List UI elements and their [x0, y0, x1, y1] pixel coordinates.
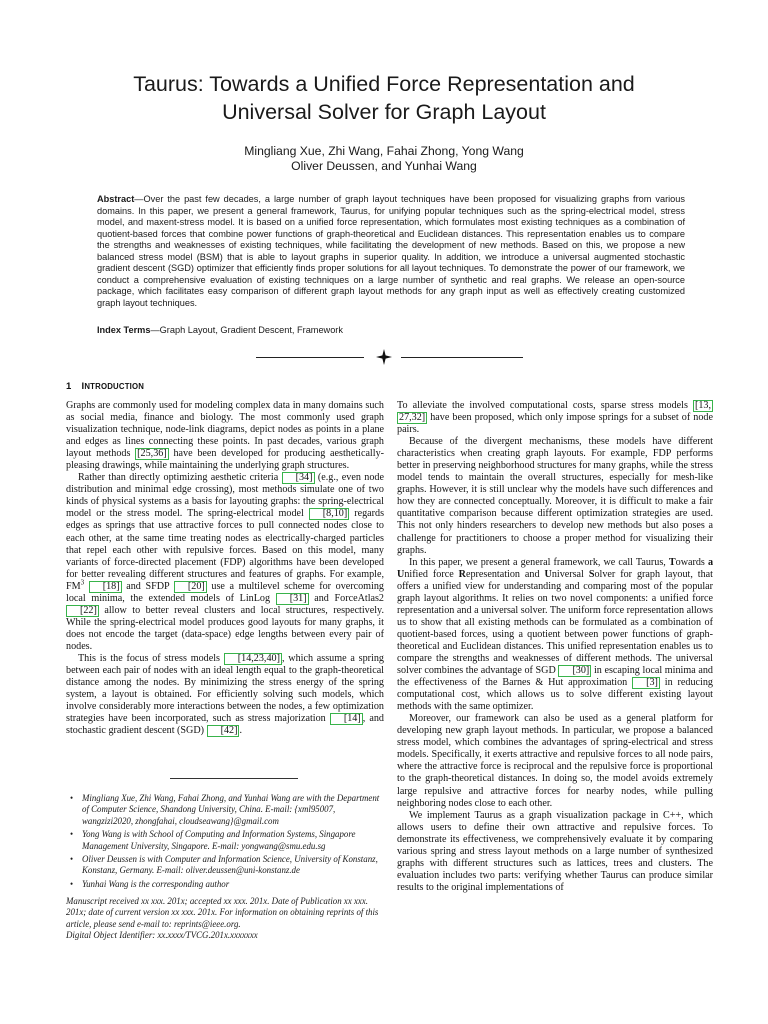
- text-run: have been developed for producing aesthetically-pleasing drawings, while maintaining the underlying graph structures.: [66, 448, 384, 472]
- citation-link[interactable]: [34]: [282, 472, 315, 484]
- bullet: •: [70, 854, 74, 865]
- paragraph: [66, 400, 384, 472]
- paper-title: [60, 70, 708, 126]
- paragraph: [397, 400, 713, 436]
- author-list: [100, 144, 668, 174]
- text-run: , which assume a spring between each pair of nodes with an ideal length equal to the graph-theoretical distance among the nodes. By minimizing the stress energy of the spring system, a layout is obtained. For efficiently solving such models, which involve considerably more interactions between the nodes, a few optimization strategies have been incorporated, such as stress majorization: [66, 652, 384, 725]
- paragraph: Moreover, our framework can also be used as a general platform for developing new graph layout methods. In particular, we propose a balanced stress model, which combines the advantages of spring-electrical and stress models. Specifically, it exerts attractive and repulsive forces to all node pairs, where the attractive force is reciprocal and the repulsive force is proportional to the graph-theoretical distances. In doing so, the model avoids extremely large repulsive and attractive forces for nearby nodes, while pulling neighboring nodes close to each other.: [397, 713, 713, 809]
- footnote-text: Mingliang Xue, Zhi Wang, Fahai Zhong, and Yunhai Wang are with the Department of Computer Science, Shandong University, China. E-mail: {xml95007, wangzizi2020, zhongfahai, cloudseawang}@gmail.com: [82, 793, 380, 826]
- footnote-item: [66, 854, 384, 877]
- citation-link[interactable]: [14]: [330, 713, 363, 725]
- divider-line-left: [256, 357, 364, 358]
- affiliation-footnotes: [66, 793, 384, 892]
- superscript: 3: [80, 578, 85, 587]
- citation-link[interactable]: [3]: [632, 677, 660, 689]
- footnote-text: Oliver Deussen is with Computer and Information Science, University of Konstanz, Konstanz, Germany. E-mail: oliver.deussen@uni-konstanz.de: [82, 854, 378, 876]
- text-run: Graphs are commonly used for modeling complex data in many domains such as social media, finance and biology. The most commonly used graph visualization technique, node-link diagrams, depict nodes as points in a plane and edges as lines connecting these points. In past decades, various graph layout methods: [66, 400, 384, 460]
- text-run: in reducing computational cost, which allows us to solve different existing layout methods with the same optimizer.: [397, 677, 713, 713]
- text-run: .: [239, 725, 242, 737]
- authors-line-2: Oliver Deussen, and Yunhai Wang: [291, 159, 477, 173]
- right-column: [397, 400, 713, 894]
- left-column: [66, 400, 384, 737]
- bullet: •: [70, 829, 74, 840]
- section-title-initial: I: [81, 381, 85, 392]
- acronym-letter: U: [397, 568, 405, 580]
- text-run: and SFDP: [121, 580, 174, 592]
- text-run: This is the focus of stress models: [78, 652, 224, 664]
- text-run: in escaping local minima and the effectiveness of the Barnes & Hut approximation: [397, 665, 713, 689]
- text-run: (e.g., even node distribution and minimal edge crossing), most methods simulate one of two kinds of physical systems as a basis for layouting graphs: the spring-electrical model or the stress model. The spring-electrical model: [66, 472, 384, 520]
- citation-link[interactable]: [18]: [89, 581, 122, 593]
- paragraph: [66, 472, 384, 653]
- acronym-letter: R: [458, 568, 466, 580]
- citation-link[interactable]: [14,23,40]: [224, 653, 282, 665]
- citation-link[interactable]: [30]: [558, 665, 591, 677]
- text-run: nified force: [404, 568, 459, 580]
- authors-line-1: Mingliang Xue, Zhi Wang, Fahai Zhong, Yong Wang: [244, 144, 524, 158]
- title-line-2: Universal Solver for Graph Layout: [222, 100, 546, 124]
- citation-link[interactable]: [20]: [174, 581, 207, 593]
- citation-link[interactable]: [8,10]: [309, 508, 349, 520]
- abstract-label: Abstract: [97, 194, 135, 204]
- paragraph: [66, 653, 384, 737]
- text-run: owards: [675, 556, 708, 568]
- text-run: have been proposed, which only impose springs for a subset of node pairs.: [397, 412, 713, 436]
- doi-line: Digital Object Identifier: xx.xxxx/TVCG.201x.xxxxxxx: [66, 930, 258, 941]
- text-run: regards edges as springs that use attractive forces to pull connected nodes close to each other, at the same time treating nodes as electrically-charged particles that repel each other with repulsive forces. Based on this model, many variants of force-directed placement (FDP) algorithms have been developed for better revealing different structures and features of graphs. For example, FM: [66, 508, 385, 592]
- four-point-star-icon: [376, 349, 392, 365]
- acronym-letter: T: [668, 556, 676, 568]
- citation-link[interactable]: 27,32]: [399, 412, 426, 424]
- abstract-text: —Over the past few decades, a large number of graph layout techniques have been proposed for visualizing graphs from various domains. In this paper, we present a general framework, Taurus, for unifying popular techniques such as the spring-electrical model, stress model, and maxent-stress model. It is based on a unified force representation, which formulates most existing techniques as a combination of quotient-based forces that combine power functions of graph-theoretical and Euclidean distances. This representation enables us to compare the strengths and weaknesses of existing techniques, while facilitating the development of new methods. Based on this, we propose a new balanced stress model (BSM) that is able to layout graphs in superior quality. In addition, we introduce a universal augmented stochastic gradient descent (SGD) optimizer that efficiently finds proper solutions for all layout techniques. To demonstrate the power of our framework, we conduct a comprehensive evaluation of existing techniques on a large number of synthetic and real graphs. We release an open-source package, which facilitates easy comparison of different graph layout methods for any graph input as well as effectively creating customized graph layout techniques.: [97, 194, 685, 308]
- citation-link[interactable]: [22]: [66, 605, 99, 617]
- acronym-letter: S: [588, 568, 595, 580]
- index-terms-text: —Graph Layout, Gradient Descent, Framework: [150, 325, 343, 335]
- manuscript-info: [66, 896, 384, 942]
- section-title-rest: NTRODUCTION: [84, 382, 145, 391]
- bullet: •: [70, 878, 74, 889]
- footnote-rule: [170, 778, 298, 779]
- paragraph: We implement Taurus as a graph visualization package in C++, which allows users to define their own attractive and repulsive forces. To demonstrate its effectiveness, we comprehensively evaluate it by comparing various spring and stress layout methods on a large number of synthesized graphs with different structures such as lattices, trees and clusters. The evaluation includes two parts: verifying whether Taurus can produce similar results to the original implementations of: [397, 809, 713, 893]
- section-heading: [66, 381, 144, 392]
- section-number: 1: [66, 381, 72, 392]
- footnote-item: [66, 879, 384, 890]
- paragraph: [397, 557, 713, 714]
- paragraph: Because of the divergent mechanisms, these models have different characteristics when creating graph layouts. For example, FDP performs better in preserving neighborhood structures for many graphs, while the stress model tends to maintain the overall structures, especially for mesh-like graphs. However, it is still unclear why the models have such differences and how they are connected conceptually. Moreover, it is difficult to make a fair quantitative comparison because different optimization strategies are used. This not only hinders researchers to develop new methods but also poses a challenge for practitioners to choose a proper method for visualizing their graphs.: [397, 436, 713, 556]
- text-run: Rather than directly optimizing aesthetic criteria: [78, 472, 282, 484]
- text-run: , and stochastic gradient descent (SGD): [66, 713, 384, 737]
- text-run: epresentation and: [465, 568, 545, 580]
- text-run: olver for graph layout, that offers a unified view for understanding and comparing most of the popular graph layout algorithms. It relies on two novel components: a unified force representation and a universal solver. The uniform force representation allows us to show that all existing methods can be formulated as a combination of quotient-based forces, using a quotient between power functions of graph-theoretical and Euclidean distances. This unified representation enables us to compare the strengths and weaknesses of different methods. The universal solver combines the advantage of SGD: [397, 568, 713, 677]
- index-terms-label: Index Terms: [97, 325, 151, 335]
- footnote-item: [66, 829, 384, 852]
- index-terms: [97, 324, 685, 336]
- citation-link[interactable]: [42]: [207, 725, 240, 737]
- acronym-letter: a: [707, 556, 713, 568]
- text-run: allow to better reveal clusters and local structures, respectively. While the spring-electrical model produces good layouts for many graphs, it does not encode the target (data-space) edge lengths between every pair of nodes.: [66, 604, 384, 652]
- text-run: use a multilevel scheme for overcoming local minima, the extended models of LinLog: [66, 580, 384, 604]
- divider-line-right: [401, 357, 523, 358]
- footnote-text: Yong Wang is with School of Computing and Information Systems, Singapore Management University, Singapore. E-mail: yongwang@smu.edu.sg: [82, 829, 356, 851]
- bullet: •: [70, 793, 74, 803]
- text-run: niversal: [551, 568, 589, 580]
- manuscript-dates: Manuscript received xx xxx. 201x; accepted xx xxx. 201x. Date of Publication xx xxx. 201x; date of current version xx xxx. 201x. For information on obtaining reprints of this article, please send e-mail to: reprints@ieee.org.: [66, 896, 379, 929]
- acronym-letter: U: [544, 568, 552, 580]
- citation-link[interactable]: [31]: [276, 593, 309, 605]
- text-run: To alleviate the involved computational costs, sparse stress models: [397, 400, 693, 411]
- abstract: [97, 194, 685, 309]
- citation-link[interactable]: [25,36]: [137, 448, 167, 460]
- title-line-1: Taurus: Towards a Unified Force Representation and: [133, 72, 635, 96]
- text-run: In this paper, we present a general framework, we call Taurus,: [409, 556, 669, 568]
- footnote-item: [66, 793, 384, 827]
- citation-link[interactable]: [13,: [694, 400, 711, 411]
- text-run: and ForceAtlas2: [308, 592, 384, 604]
- footnote-text: Yunhai Wang is the corresponding author: [82, 878, 230, 889]
